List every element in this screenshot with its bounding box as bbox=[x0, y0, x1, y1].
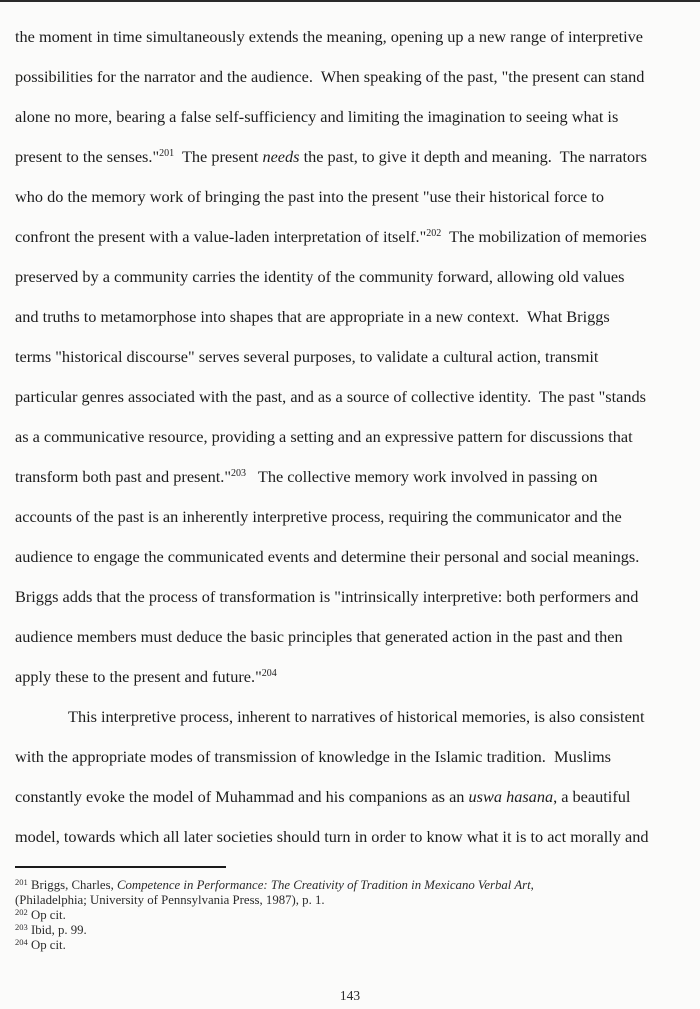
footnote-reference: 202 bbox=[15, 907, 28, 917]
italic-text: needs bbox=[262, 147, 300, 166]
text-run: Ibid, p. 99. bbox=[27, 923, 87, 937]
footnote-reference: 204 bbox=[261, 668, 277, 679]
text-run: audience members must deduce the basic principles that generated action in the past and then bbox=[15, 627, 623, 646]
body-line bbox=[15, 377, 695, 417]
text-run: model, towards which all later societies should turn in order to know what it is to act morally and bbox=[15, 827, 649, 846]
text-run: as a communicative resource, providing a setting and an expressive pattern for discussions that bbox=[15, 427, 633, 446]
text-run: Briggs adds that the process of transformation is "intrinsically interpretive: both performers and bbox=[15, 587, 639, 606]
text-run: accounts of the past is an inherently interpretive process, requiring the communicator and the bbox=[15, 507, 622, 526]
footnote-reference: 201 bbox=[159, 148, 175, 159]
text-run: particular genres associated with the past, and as a source of collective identity. The past "stands bbox=[15, 387, 647, 406]
body-line bbox=[15, 537, 695, 577]
footnote-line bbox=[15, 878, 687, 893]
text-run: The mobilization of memories bbox=[441, 227, 647, 246]
text-run: audience to engage the communicated events and determine their personal and social meanings. bbox=[15, 547, 640, 566]
text-run: who do the memory work of bringing the past into the present "use their historical force to bbox=[15, 187, 605, 206]
body-line bbox=[15, 97, 695, 137]
text-run: , a beautiful bbox=[553, 787, 631, 806]
body-line bbox=[15, 657, 695, 697]
text-run: Op cit. bbox=[27, 938, 66, 952]
text-run: alone no more, bearing a false self-sufficiency and limiting the imagination to seeing what is bbox=[15, 107, 619, 126]
body-line bbox=[15, 697, 695, 737]
text-run: Briggs, Charles, bbox=[27, 878, 117, 892]
text-run: preserved by a community carries the identity of the community forward, allowing old values bbox=[15, 267, 625, 286]
body-line bbox=[15, 577, 695, 617]
footnote-line bbox=[15, 938, 687, 953]
body-line bbox=[15, 617, 695, 657]
body-line bbox=[15, 257, 695, 297]
footnote-reference: 202 bbox=[426, 228, 442, 239]
body-line bbox=[15, 57, 695, 97]
scan-edge-artifact bbox=[0, 0, 700, 2]
footnote-separator bbox=[15, 866, 226, 868]
text-run: confront the present with a value-laden interpretation of itself." bbox=[15, 227, 427, 246]
italic-text: Competence in Performance: The Creativity of Tradition in Mexicano Verbal Art, bbox=[116, 878, 534, 892]
body-line bbox=[15, 497, 695, 537]
text-run: with the appropriate modes of transmission of knowledge in the Islamic tradition. Muslims bbox=[15, 747, 611, 766]
body-line bbox=[15, 217, 695, 257]
text-run: (Philadelphia; University of Pennsylvania Press, 1987), p. 1. bbox=[15, 893, 325, 907]
footnote-line bbox=[15, 908, 687, 923]
text-run: The present bbox=[174, 147, 263, 166]
body-line bbox=[15, 177, 695, 217]
text-run: The collective memory work involved in passing on bbox=[246, 467, 598, 486]
page-number: 143 bbox=[339, 988, 361, 1003]
text-run: and truths to metamorphose into shapes that are appropriate in a new context. What Briggs bbox=[15, 307, 610, 326]
text-run: apply these to the present and future." bbox=[15, 667, 262, 686]
body-line bbox=[15, 777, 695, 817]
text-run: the moment in time simultaneously extends the meaning, opening up a new range of interpretive bbox=[15, 27, 644, 46]
footnote-line bbox=[15, 923, 687, 938]
italic-text: uswa hasana bbox=[468, 787, 554, 806]
body-line bbox=[15, 17, 695, 57]
text-run: present to the senses." bbox=[15, 147, 160, 166]
footnotes bbox=[15, 878, 687, 953]
text-run: This interpretive process, inherent to narratives of historical memories, is also consistent bbox=[68, 707, 645, 726]
body-line bbox=[15, 417, 695, 457]
body-line bbox=[15, 817, 695, 857]
text-run: constantly evoke the model of Muhammad and his companions as an bbox=[15, 787, 469, 806]
body-line bbox=[15, 457, 695, 497]
text-run: possibilities for the narrator and the audience. When speaking of the past, "the present can stand bbox=[15, 67, 645, 86]
footnote-line bbox=[15, 893, 687, 908]
body-line bbox=[15, 297, 695, 337]
body-text bbox=[15, 17, 695, 857]
body-line bbox=[15, 137, 695, 177]
text-run: Op cit. bbox=[27, 908, 66, 922]
footnote-reference: 203 bbox=[231, 468, 246, 479]
body-line bbox=[15, 337, 695, 377]
text-run: transform both past and present." bbox=[15, 467, 231, 486]
text-run: terms "historical discourse" serves several purposes, to validate a cultural action, transmit bbox=[15, 347, 599, 366]
footnote-reference: 204 bbox=[15, 937, 28, 947]
body-line bbox=[15, 737, 695, 777]
footnote-reference: 201 bbox=[15, 877, 28, 887]
footnote-reference: 203 bbox=[15, 922, 28, 932]
text-run: the past, to give it depth and meaning. The narrators bbox=[299, 147, 647, 166]
